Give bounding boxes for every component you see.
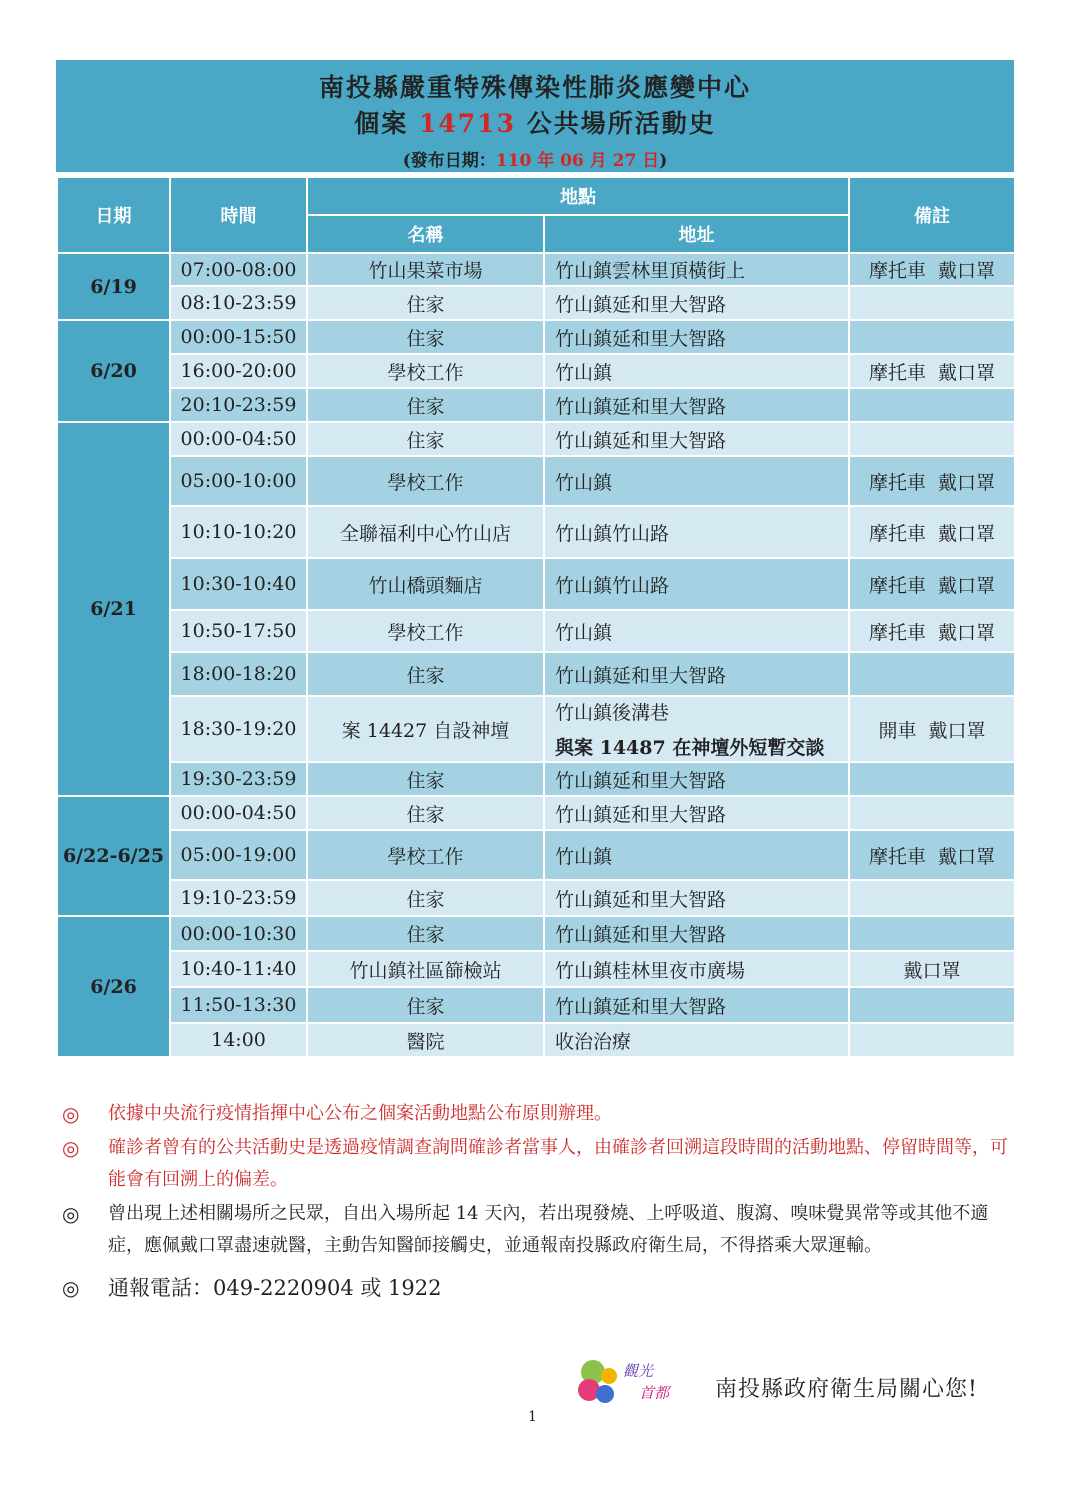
place-name-cell: 案 14427 自設神壇	[307, 696, 544, 762]
address-text: 竹山鎮延和里大智路	[555, 429, 727, 452]
address-text: 竹山鎮雲林里頂橫街上	[555, 260, 746, 282]
address-cell	[544, 388, 849, 422]
place-name-cell: 住家	[307, 422, 544, 456]
remark-cell	[849, 796, 1015, 830]
remark-cell: 摩托車 戴口罩	[849, 456, 1015, 506]
place-name-cell: 竹山果菜市場	[307, 253, 544, 286]
case-prefix: 個案	[354, 109, 409, 138]
bullet-mark: ◎	[62, 1136, 80, 1160]
time-cell: 10:10-10:20	[170, 506, 307, 558]
case-number: 14713	[419, 109, 516, 138]
remark-cell	[849, 422, 1015, 456]
date-cell: 6/19	[57, 253, 170, 320]
address-cell	[544, 456, 849, 506]
date-cell: 6/26	[57, 916, 170, 1057]
table-row	[57, 762, 1015, 796]
remark-cell: 摩托車 戴口罩	[849, 506, 1015, 558]
address-cell	[544, 320, 849, 354]
remark-cell: 摩托車 戴口罩	[849, 253, 1015, 286]
time-cell: 20:10-23:59	[170, 388, 307, 422]
time-cell: 19:30-23:59	[170, 762, 307, 796]
address-cell	[544, 880, 849, 916]
address-cell	[544, 830, 849, 880]
time-cell: 00:00-10:30	[170, 916, 307, 951]
address-cell	[544, 951, 849, 987]
remark-cell	[849, 320, 1015, 354]
address-cell	[544, 1023, 849, 1057]
table-row	[57, 354, 1015, 388]
place-name-cell: 學校工作	[307, 830, 544, 880]
address-text: 竹山鎮延和里大智路	[555, 327, 727, 350]
note-1-text: 依據中央流行疫情指揮中心公布之個案活動地點公布原則辦理。	[108, 1103, 612, 1124]
address-cell	[544, 796, 849, 830]
time-cell: 00:00-04:50	[170, 422, 307, 456]
remark-cell	[849, 987, 1015, 1023]
remark-cell	[849, 762, 1015, 796]
remark-cell	[849, 388, 1015, 422]
place-name-cell: 學校工作	[307, 456, 544, 506]
address-text: 竹山鎮延和里大智路	[555, 395, 727, 418]
table-row	[57, 652, 1015, 696]
phone-text: 通報電話：049-2220904 或 1922	[108, 1276, 442, 1300]
address-text: 竹山鎮延和里大智路	[555, 664, 727, 687]
note-3-text: 曾出現上述相關場所之民眾，自出入場所起 14 天內，若出現發燒、上呼吸道、腹瀉、嗅味覺異常等或其他不適症，應佩戴口罩盡速就醫，主動告知醫師接觸史，並通報南投縣政府衛生局，不得搭乘大眾運輸。	[108, 1203, 989, 1256]
header-date: 日期	[57, 177, 170, 253]
publish-date-close: )	[659, 151, 668, 171]
table-row	[57, 796, 1015, 830]
remark-cell	[849, 916, 1015, 951]
address-cell	[544, 286, 849, 320]
tourism-logo-icon	[575, 1352, 695, 1408]
remark-cell	[849, 652, 1015, 696]
remark-cell: 摩托車 戴口罩	[849, 354, 1015, 388]
time-cell: 18:00-18:20	[170, 652, 307, 696]
address-text: 竹山鎮延和里大智路	[555, 803, 727, 826]
place-name-cell: 住家	[307, 762, 544, 796]
address-text: 竹山鎮	[555, 471, 613, 494]
place-name-cell: 學校工作	[307, 354, 544, 388]
place-name-cell: 住家	[307, 388, 544, 422]
address-cell	[544, 253, 849, 286]
address-text: 竹山鎮延和里大智路	[555, 995, 727, 1018]
table-row	[57, 286, 1015, 320]
place-name-cell: 住家	[307, 880, 544, 916]
date-cell: 6/21	[57, 422, 170, 796]
note-3	[62, 1198, 1022, 1262]
table-row	[57, 388, 1015, 422]
agency-title: 南投縣嚴重特殊傳染性肺炎應變中心	[318, 73, 751, 102]
time-cell: 19:10-23:59	[170, 880, 307, 916]
time-cell: 08:10-23:59	[170, 286, 307, 320]
notes-section	[62, 1098, 1022, 1306]
address-cell	[544, 762, 849, 796]
table-row	[57, 456, 1015, 506]
remark-cell: 摩托車 戴口罩	[849, 558, 1015, 610]
remark-cell: 開車 戴口罩	[849, 696, 1015, 762]
remark-cell	[849, 880, 1015, 916]
phone-note	[62, 1272, 1022, 1304]
header-remarks: 備註	[849, 177, 1015, 253]
case-title	[56, 104, 1014, 140]
time-cell: 10:30-10:40	[170, 558, 307, 610]
place-name-cell: 住家	[307, 286, 544, 320]
address-text: 竹山鎮竹山路	[555, 522, 670, 545]
place-name-cell: 全聯福利中心竹山店	[307, 506, 544, 558]
date-cell: 6/22-6/25	[57, 796, 170, 916]
publish-date-value: 110 年 06 月 27 日	[495, 151, 660, 171]
time-cell: 05:00-10:00	[170, 456, 307, 506]
table-row	[57, 951, 1015, 987]
table-row	[57, 253, 1015, 286]
place-name-cell: 住家	[307, 796, 544, 830]
header-location: 地點	[307, 177, 849, 215]
table-body	[57, 253, 1015, 1057]
footer	[575, 1352, 1015, 1412]
table-row	[57, 830, 1015, 880]
time-cell: 00:00-04:50	[170, 796, 307, 830]
time-cell: 10:40-11:40	[170, 951, 307, 987]
time-cell: 10:50-17:50	[170, 610, 307, 652]
place-name-cell: 學校工作	[307, 610, 544, 652]
table-row	[57, 320, 1015, 354]
address-text: 竹山鎮	[555, 845, 613, 868]
time-cell: 07:00-08:00	[170, 253, 307, 286]
table-row	[57, 422, 1015, 456]
time-cell: 05:00-19:00	[170, 830, 307, 880]
footer-message: 南投縣政府衛生局關心您!	[715, 1377, 978, 1402]
address-text: 竹山鎮延和里大智路	[555, 293, 727, 316]
bullet-mark: ◎	[62, 1276, 80, 1300]
place-name-cell: 竹山橋頭麵店	[307, 558, 544, 610]
note-2-text: 確診者曾有的公共活動史是透過疫情調查詢問確診者當事人，由確診者回溯這段時間的活動地點、停留時間等，可能會有回溯上的偏差。	[108, 1137, 1008, 1190]
address-cell	[544, 696, 849, 762]
logo-text-2: 首都	[639, 1384, 670, 1402]
remark-cell: 摩托車 戴口罩	[849, 610, 1015, 652]
address-text: 竹山鎮	[555, 361, 613, 384]
time-cell: 11:50-13:30	[170, 987, 307, 1023]
table-header	[57, 177, 1015, 253]
address-cell	[544, 506, 849, 558]
header-time: 時間	[170, 177, 307, 253]
address-text: 竹山鎮延和里大智路	[555, 924, 727, 946]
header-banner	[56, 60, 1014, 172]
address-cell	[544, 558, 849, 610]
remark-cell: 戴口罩	[849, 951, 1015, 987]
note-1	[62, 1098, 1022, 1130]
table-row	[57, 1023, 1015, 1057]
logo-text-1: 觀光	[623, 1362, 654, 1380]
table-row	[57, 916, 1015, 951]
bullet-mark: ◎	[62, 1102, 80, 1126]
page-number: 1	[528, 1409, 537, 1425]
place-name-cell: 住家	[307, 652, 544, 696]
place-name-cell: 住家	[307, 320, 544, 354]
table-row	[57, 558, 1015, 610]
address-cell	[544, 987, 849, 1023]
bullet-mark: ◎	[62, 1202, 80, 1226]
place-name-cell: 醫院	[307, 1023, 544, 1057]
address-text: 竹山鎮延和里大智路	[555, 769, 727, 792]
place-name-cell: 住家	[307, 916, 544, 951]
table-row	[57, 987, 1015, 1023]
address-cell	[544, 354, 849, 388]
address-text: 竹山鎮竹山路	[555, 574, 670, 597]
remark-cell	[849, 1023, 1015, 1057]
activity-table	[56, 176, 1016, 1058]
date-cell: 6/20	[57, 320, 170, 422]
time-cell: 14:00	[170, 1023, 307, 1057]
table-row	[57, 610, 1015, 652]
address-text: 竹山鎮	[555, 621, 613, 644]
address-text: 竹山鎮延和里大智路	[555, 888, 727, 911]
table-row	[57, 696, 1015, 762]
address-text: 竹山鎮桂林里夜市廣場	[555, 959, 746, 982]
publish-date	[56, 146, 1014, 171]
address-text: 收治治療	[555, 1030, 632, 1053]
address-cell	[544, 652, 849, 696]
case-suffix: 公共場所活動史	[526, 109, 716, 138]
time-cell: 16:00-20:00	[170, 354, 307, 388]
address-note: 與案 14487 在神壇外短暫交談	[555, 737, 825, 759]
place-name-cell: 住家	[307, 987, 544, 1023]
remark-cell	[849, 286, 1015, 320]
header-address: 地址	[544, 215, 849, 253]
time-cell: 00:00-15:50	[170, 320, 307, 354]
note-2	[62, 1132, 1022, 1196]
address-cell	[544, 422, 849, 456]
time-cell: 18:30-19:20	[170, 696, 307, 762]
place-name-cell: 竹山鎮社區篩檢站	[307, 951, 544, 987]
table-row	[57, 880, 1015, 916]
address-cell	[544, 916, 849, 951]
remark-cell: 摩托車 戴口罩	[849, 830, 1015, 880]
publish-date-open: (發布日期：	[402, 151, 496, 171]
address-cell	[544, 610, 849, 652]
header-name: 名稱	[307, 215, 544, 253]
address-text: 竹山鎮後溝巷	[555, 702, 670, 724]
table-row	[57, 506, 1015, 558]
